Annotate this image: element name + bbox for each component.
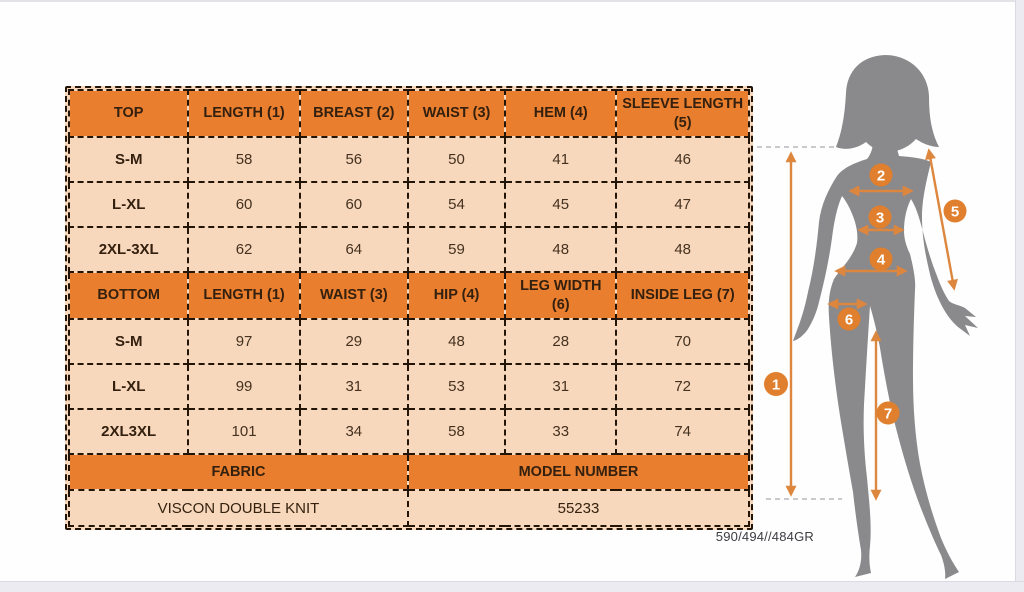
value-cell: 41: [505, 137, 616, 182]
svg-text:5: 5: [950, 203, 960, 221]
value-cell: 60: [188, 182, 299, 227]
value-cell: 74: [616, 409, 749, 454]
woman-silhouette-head: [836, 55, 939, 152]
size-chart-table: [65, 86, 753, 530]
marker-3: [869, 206, 892, 229]
size-cell: S-M: [69, 319, 188, 364]
value-cell: 31: [300, 364, 408, 409]
info-header-row: [69, 454, 749, 490]
size-cell: L-XL: [69, 182, 188, 227]
marker-7: [877, 402, 900, 425]
table-row: [69, 364, 749, 409]
value-cell: 56: [300, 137, 408, 182]
value-cell: 33: [505, 409, 616, 454]
value-cell: 50: [408, 137, 505, 182]
style-code-note: 590/494//484GR: [715, 529, 814, 544]
header-waist-3: WAIST (3): [408, 90, 505, 137]
table-row: [69, 137, 749, 182]
value-cell: 47: [616, 182, 749, 227]
top-divider: [0, 0, 1024, 2]
top-header-row: [69, 90, 749, 137]
value-cell: 58: [408, 409, 505, 454]
size-cell: S-M: [69, 137, 188, 182]
marker-4: [870, 248, 893, 271]
size-cell: L-XL: [69, 364, 188, 409]
value-cell: 28: [505, 319, 616, 364]
size-cell: 2XL-3XL: [69, 227, 188, 272]
header-leg-width-6: LEG WIDTH (6): [505, 272, 616, 319]
value-cell: 45: [505, 182, 616, 227]
header-hem-4: HEM (4): [505, 90, 616, 137]
svg-text:6: 6: [844, 311, 854, 329]
value-cell: 64: [300, 227, 408, 272]
value-cell: 59: [408, 227, 505, 272]
table-row: [69, 182, 749, 227]
value-cell: 48: [505, 227, 616, 272]
value-cell: 101: [188, 409, 299, 454]
value-cell: 99: [188, 364, 299, 409]
model-number-label: MODEL NUMBER: [408, 454, 749, 490]
value-cell: 70: [616, 319, 749, 364]
value-cell: 34: [300, 409, 408, 454]
marker-6: [838, 308, 861, 331]
header-inside-leg-7: INSIDE LEG (7): [616, 272, 749, 319]
header-sleeve-length-5: SLEEVE LENGTH (5): [616, 90, 749, 137]
svg-text:3: 3: [875, 209, 885, 227]
table-row: [69, 227, 749, 272]
bottom-header-row: [69, 272, 749, 319]
value-cell: 72: [616, 364, 749, 409]
measurement-figure: [740, 30, 1024, 592]
value-cell: 54: [408, 182, 505, 227]
table-row: [69, 319, 749, 364]
marker-2: [870, 164, 893, 187]
svg-text:7: 7: [883, 405, 893, 423]
svg-text:2: 2: [876, 167, 886, 185]
value-cell: 58: [188, 137, 299, 182]
marker-5: [944, 200, 967, 223]
size-cell: 2XL3XL: [69, 409, 188, 454]
fabric-value: VISCON DOUBLE KNIT: [69, 490, 408, 526]
value-cell: 62: [188, 227, 299, 272]
model-number-value: 55233: [408, 490, 749, 526]
svg-text:1: 1: [771, 376, 781, 394]
value-cell: 31: [505, 364, 616, 409]
header-length-1: LENGTH (1): [188, 272, 299, 319]
header-length-1: LENGTH (1): [188, 90, 299, 137]
value-cell: 46: [616, 137, 749, 182]
value-cell: 48: [408, 319, 505, 364]
value-cell: 48: [616, 227, 749, 272]
header-waist-3: WAIST (3): [300, 272, 408, 319]
svg-text:4: 4: [876, 251, 886, 269]
table-row: [69, 409, 749, 454]
marker-1: [764, 372, 788, 396]
info-value-row: [69, 490, 749, 526]
value-cell: 97: [188, 319, 299, 364]
fabric-label: FABRIC: [69, 454, 408, 490]
header-top: TOP: [69, 90, 188, 137]
value-cell: 29: [300, 319, 408, 364]
header-breast-2: BREAST (2): [300, 90, 408, 137]
value-cell: 53: [408, 364, 505, 409]
header-bottom: BOTTOM: [69, 272, 188, 319]
header-hip-4: HIP (4): [408, 272, 505, 319]
value-cell: 60: [300, 182, 408, 227]
